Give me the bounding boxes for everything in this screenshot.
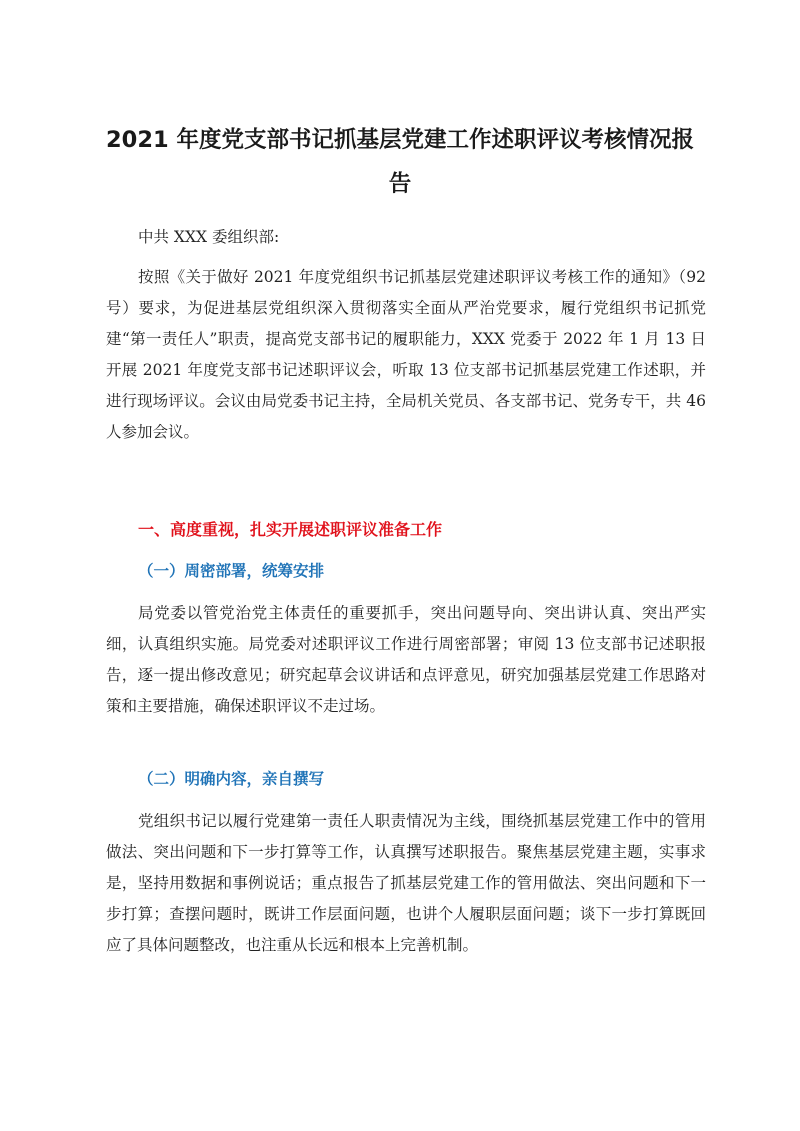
section-heading-1: 一、高度重视，扎实开展述职评议准备工作	[138, 520, 443, 539]
subsection-heading-2: （二）明确内容，亲自撰写	[138, 769, 325, 788]
subsection-heading-1: （一）周密部署，统筹安排	[138, 561, 325, 580]
intro-paragraph: 按照《关于做好 2021 年度党组织书记抓基层党建述职评议考核工作的通知》（92 号）要求，为促进基层党组织深入贯彻落实全面从严治党要求，履行党组织书记抓党建“第一责任人”职责，提高党支部书记的履职能力，XXX 党委于 2022 年 1 月 13 日开展 2021 年度党支部书记述职评议会，听取 13 位支部书记抓基层党建工作述职，并进行现场评议。会议由局党委书记主持，全局机关党员、各支部书记、党务专干，共 46 人参加会议。	[106, 268, 706, 441]
salutation: 中共 XXX 委组织部:	[138, 228, 280, 246]
subsection-paragraph-1: 局党委以管党治党主体责任的重要抓手，突出问题导向、突出讲认真、突出严实细，认真组织实施。局党委对述职评议工作进行周密部署；审阅 13 位支部书记述职报告，逐一提出修改意见；研究起草会议讲话和点评意见，研究加强基层党建工作思路对策和主要措施，确保述职评议不走过场。	[106, 604, 706, 715]
subsection-paragraph-2: 党组织书记以履行党建第一责任人职责情况为主线，围绕抓基层党建工作中的管用做法、突出问题和下一步打算等工作，认真撰写述职报告。聚焦基层党建主题，实事求是，坚持用数据和事例说话；重点报告了抓基层党建工作的管用做法、突出问题和下一步打算；查摆问题时，既讲工作层面问题，也讲个人履职层面问题；谈下一步打算既回应了具体问题整改，也注重从长远和根本上完善机制。	[106, 812, 706, 954]
document-title: 2021 年度党支部书记抓基层党建工作述职评议考核情况报告	[106, 127, 694, 197]
